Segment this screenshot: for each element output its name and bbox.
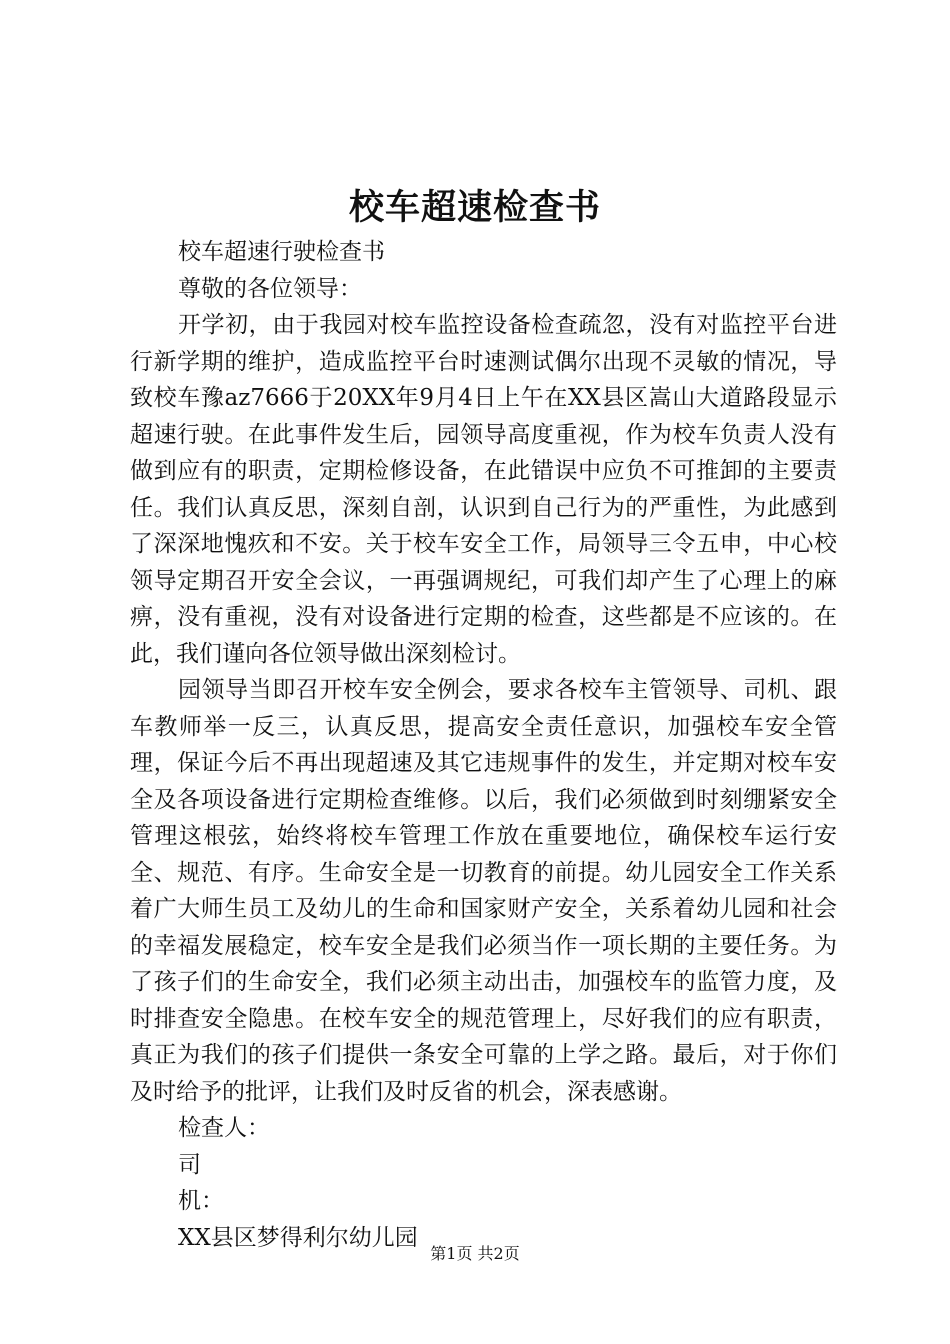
document-title: 校车超速检查书 [348, 187, 601, 228]
paragraph-1: 开学初，由于我园对校车监控设备检查疏忽，没有对监控平台进行新学期的维护，造成监控平台时速测试偶尔出现不灵敏的情况，导致校车豫az7666于20XX年9月4日上午在XX县区嵩山大道路段显示超速行驶。在此事件发生后，园领导高度重视，作为校车负责人没有做到应有的职责，定期检修设备，在此错误中应负不可推卸的主要责任。我们认真反思，深刻自剖，认识到自己行为的严重性，为此感到了深深地愧疚和不安。关于校车安全工作，局领导三令五申，中心校领导定期召开安全会议，一再强调规纪，可我们却产生了心理上的麻痹，没有重视，没有对设备进行定期的检查，这些都是不应该的。在此，我们谨向各位领导做出深刻检讨。 [130, 312, 837, 667]
driver-label-line-2: 机： [178, 1188, 224, 1214]
document-body [130, 234, 837, 1256]
driver-label-line-1: 司 [178, 1151, 201, 1178]
document-subtitle: 校车超速行驶检查书 [178, 239, 385, 265]
salutation: 尊敬的各位领导： [178, 275, 362, 302]
paragraph-2: 园领导当即召开校车安全例会，要求各校车主管领导、司机、跟车教师举一反三，认真反思，提高安全责任意识，加强校车安全管理，保证今后不再出现超速及其它违规事件的发生，并定期对校车安全及各项设备进行定期检查维修。以后，我们必须做到时刻绷紧安全管理这根弦，始终将校车管理工作放在重要地位，确保校车运行安全、规范、有序。生命安全是一切教育的前提。幼儿园安全工作关系着广大师生员工及幼儿的生命和国家财产安全，关系着幼儿园和社会的幸福发展稳定，校车安全是我们必须当作一项长期的主要任务。为了孩子们的生命安全，我们必须主动出击，加强校车的监管力度，及时排查安全隐患。在校车安全的规范管理上，尽好我们的应有职责，真正为我们的孩子们提供一条安全可靠的上学之路。最后，对于你们及时给予的批评，让我们及时反省的机会，深表感谢。 [130, 677, 837, 1105]
page-number-footer: 第1页 共2页 [430, 1244, 520, 1263]
organization-name: XX县区梦得利尔幼儿园 [178, 1224, 418, 1251]
inspector-label: 检查人： [178, 1115, 270, 1141]
